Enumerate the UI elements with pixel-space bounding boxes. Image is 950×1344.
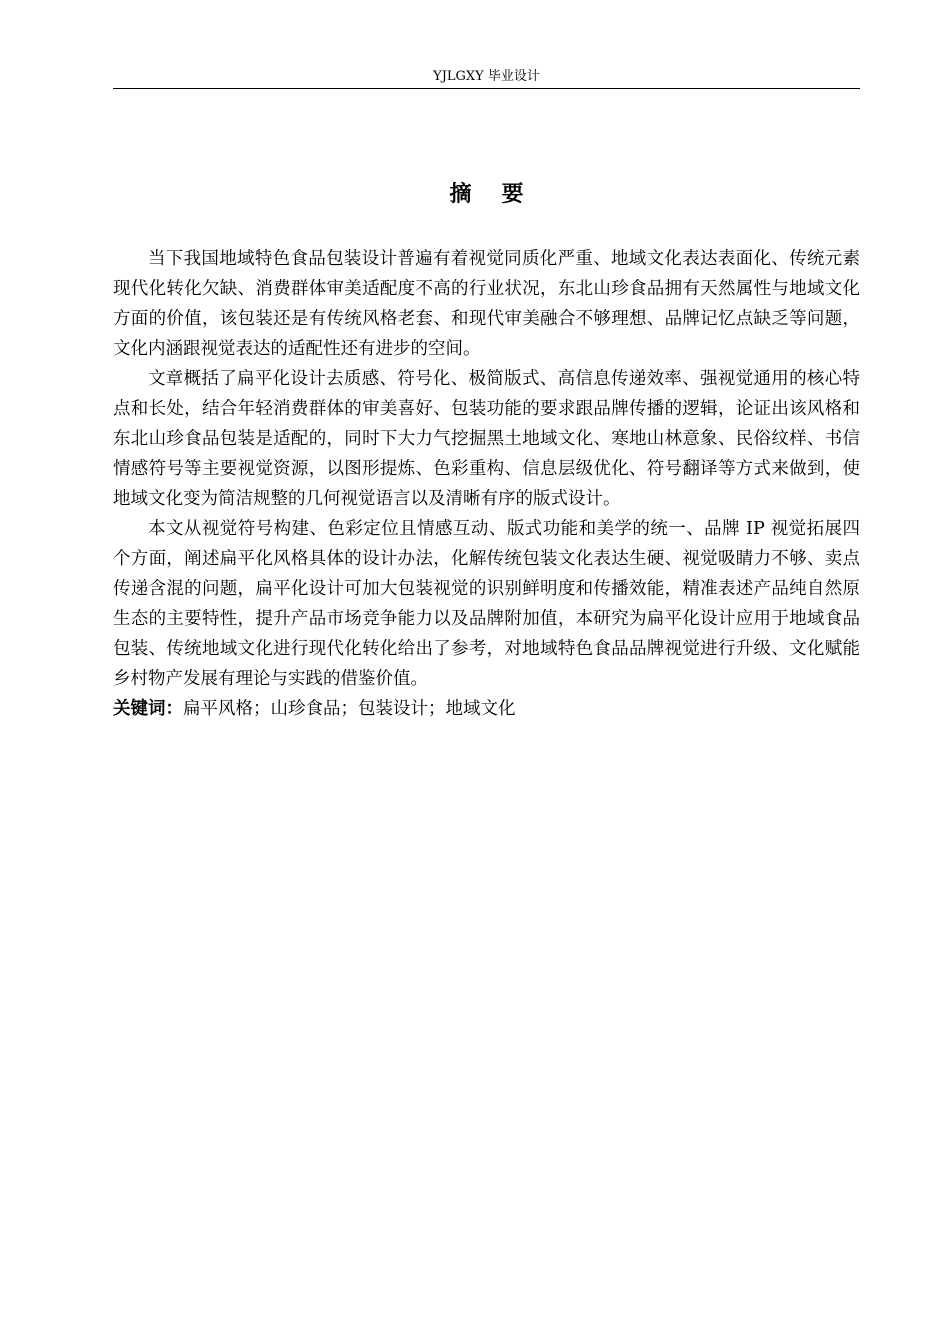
- running-header: YJLGXY 毕业设计: [433, 69, 540, 84]
- keywords-line: [113, 694, 860, 724]
- abstract-body: [113, 244, 860, 724]
- keywords-value: 扁平风格；山珍食品；包装设计；地域文化: [183, 699, 516, 719]
- abstract-paragraph-3: 本文从视觉符号构建、色彩定位且情感互动、版式功能和美学的统一、品牌 IP 视觉拓展四个方面，阐述扁平化风格具体的设计办法，化解传统包装文化表达生硬、视觉吸睛力不够、卖点传递含混的问题，扁平化设计可加大包装视觉的识别鲜明度和传播效能，精准表述产品纯自然原生态的主要特性，提升产品市场竞争能力以及品牌附加值，本研究为扁平化设计应用于地域食品包装、传统地域文化进行现代化转化给出了参考，对地域特色食品品牌视觉进行升级、文化赋能乡村物产发展有理论与实践的借鉴价值。: [113, 519, 860, 689]
- header-rule: [113, 88, 860, 89]
- keywords-label: 关键词：: [113, 699, 183, 719]
- abstract-paragraph-1: 当下我国地域特色食品包装设计普遍有着视觉同质化严重、地域文化表达表面化、传统元素现代化转化欠缺、消费群体审美适配度不高的行业状况，东北山珍食品拥有天然属性与地域文化方面的价值，该包装还是有传统风格老套、和现代审美融合不够理想、品牌记忆点缺乏等问题，文化内涵跟视觉表达的适配性还有进步的空间。: [113, 249, 860, 359]
- abstract-paragraph-2: 文章概括了扁平化设计去质感、符号化、极简版式、高信息传递效率、强视觉通用的核心特点和长处，结合年轻消费群体的审美喜好、包装功能的要求跟品牌传播的逻辑，论证出该风格和东北山珍食品包装是适配的，同时下大力气挖掘黑土地域文化、寒地山林意象、民俗纹样、书信情感符号等主要视觉资源，以图形提炼、色彩重构、信息层级优化、符号翻译等方式来做到，使地域文化变为简洁规整的几何视觉语言以及清晰有序的版式设计。: [113, 369, 860, 509]
- abstract-title: 摘要: [449, 182, 554, 207]
